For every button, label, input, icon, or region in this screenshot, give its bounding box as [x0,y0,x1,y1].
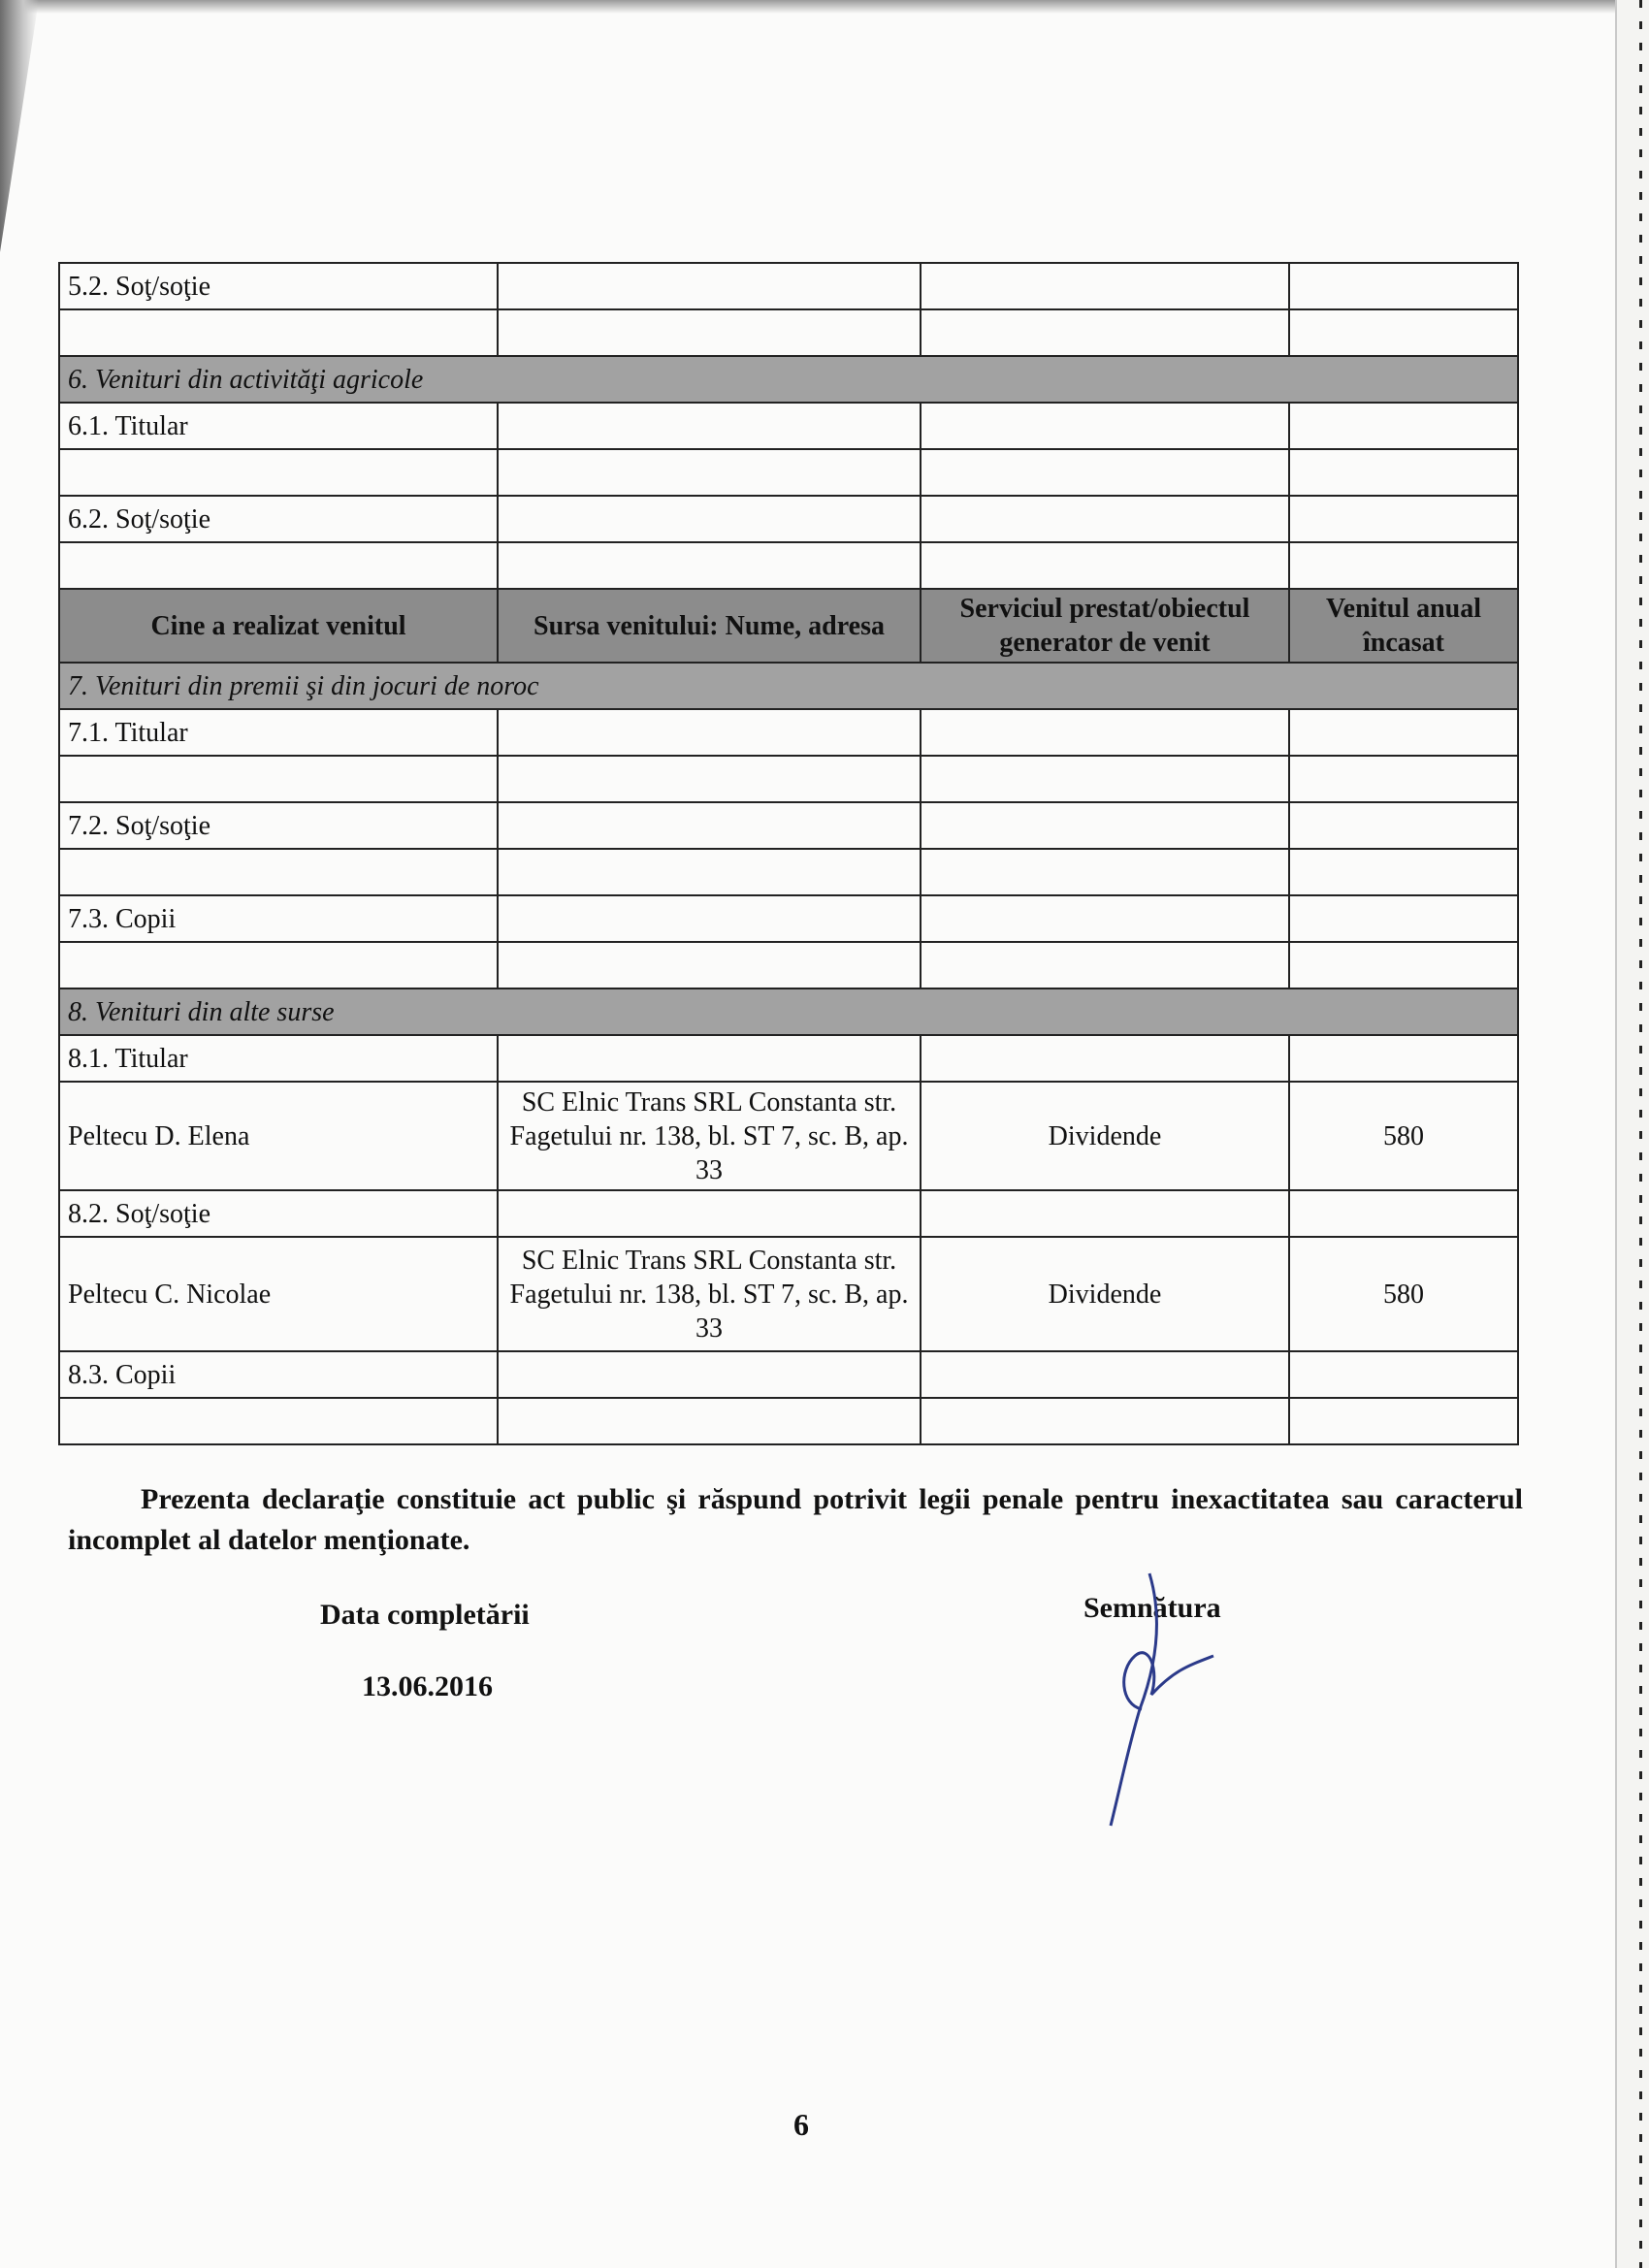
row-label: 6.2. Soţ/soţie [59,496,498,542]
signature-label: Semnătura [1083,1592,1221,1624]
table-row [59,942,1518,988]
section-title: 7. Venituri din premii şi din jocuri de noroc [59,663,1518,709]
row-label: 7.3. Copii [59,895,498,942]
income-service: Dividende [921,1082,1289,1190]
table-row [59,1035,1518,1082]
income-service: Dividende [921,1237,1289,1351]
income-source: SC Elnic Trans SRL Constanta str. Fagetului nr. 138, bl. ST 7, sc. B, ap. 33 [498,1082,921,1190]
income-amount: 580 [1289,1082,1518,1190]
table-row [59,542,1518,589]
table-row [59,1398,1518,1444]
row-label: 8.2. Soţ/soţie [59,1190,498,1237]
section-title: 8. Venituri din alte surse [59,988,1518,1035]
header-row [59,589,1518,663]
table-row [59,709,1518,756]
table-row [59,403,1518,449]
column-header: Venitul anual încasat [1289,589,1518,663]
table-row [59,496,1518,542]
table-row [59,263,1518,309]
table-row [59,1190,1518,1237]
earner-name: Peltecu C. Nicolae [59,1237,498,1351]
section-title: 6. Venituri din activităţi agricole [59,356,1518,403]
table-row [59,1082,1518,1190]
row-label: 7.2. Soţ/soţie [59,802,498,849]
table-row [59,1351,1518,1398]
column-header: Sursa venitului: Nume, adresa [498,589,921,663]
row-label: 8.3. Copii [59,1351,498,1398]
row-label: 6.1. Titular [59,403,498,449]
date-value: 13.06.2016 [362,1670,493,1702]
handwritten-signature [1082,1564,1217,1835]
table-row [59,756,1518,802]
date-label: Data completării [320,1599,530,1631]
legal-statement: Prezenta declaraţie constituie act public şi răspund potrivit legii penale pentru inexactitatea sau caracterul incomplet al datelor menţionate. [68,1483,1523,1556]
folded-corner [0,0,39,252]
scan-edge [0,0,1615,14]
table-row [59,1237,1518,1351]
page-number: 6 [793,2107,809,2142]
income-table [58,262,1519,1445]
section-row [59,356,1518,403]
table-row [59,309,1518,356]
section-row [59,663,1518,709]
income-source: SC Elnic Trans SRL Constanta str. Fagetului nr. 138, bl. ST 7, sc. B, ap. 33 [498,1237,921,1351]
margin-dashes [1639,0,1642,2268]
table-row [59,849,1518,895]
row-label: 7.1. Titular [59,709,498,756]
earner-name: Peltecu D. Elena [59,1082,498,1190]
income-amount: 580 [1289,1237,1518,1351]
table-row [59,449,1518,496]
section-row [59,988,1518,1035]
table-row [59,895,1518,942]
row-label: 8.1. Titular [59,1035,498,1082]
column-header: Cine a realizat venitul [59,589,498,663]
table-row [59,802,1518,849]
column-header: Serviciul prestat/obiectul generator de venit [921,589,1289,663]
row-label: 5.2. Soţ/soţie [59,263,498,309]
